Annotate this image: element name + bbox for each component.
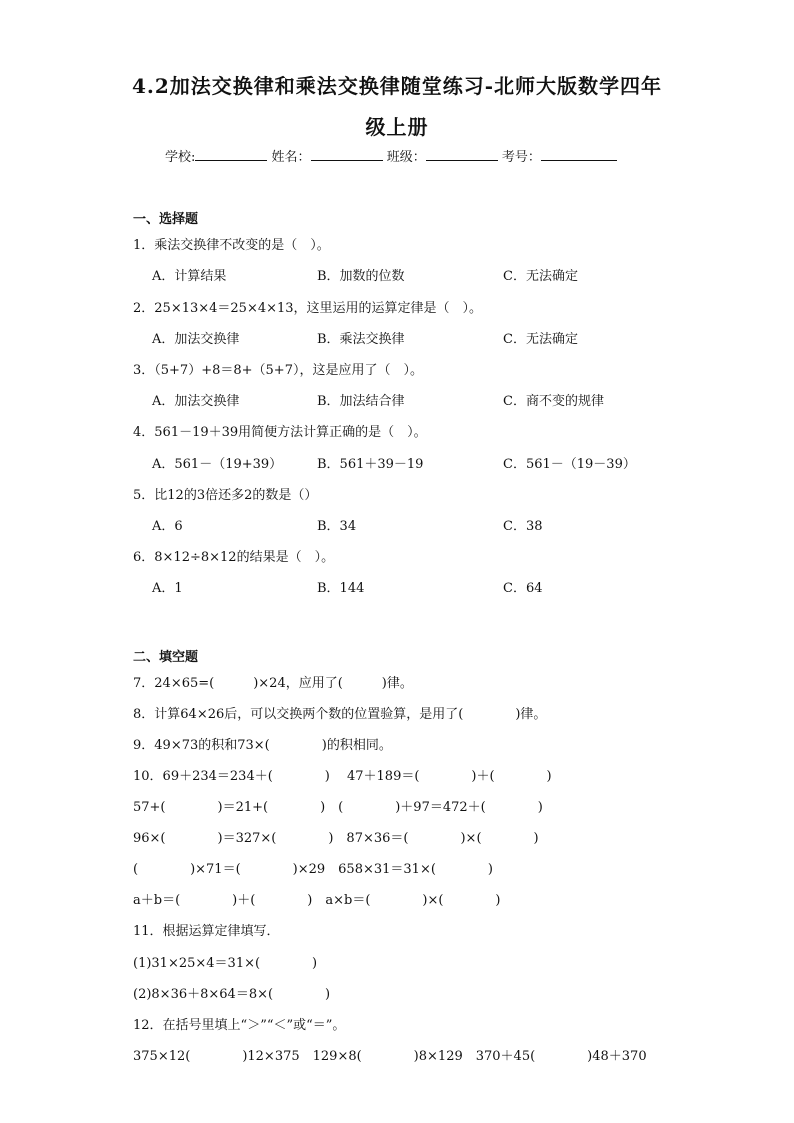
question-12-stem: 12．在括号里填上“＞”“＜”或“＝”。	[133, 1018, 346, 1033]
question-6-option-b: B．144	[317, 581, 365, 596]
question-12-comparisons: 375×12( )12×375 129×8( )8×129 370＋45( )48＋370	[133, 1049, 647, 1064]
question-8: 8．计算64×26后，可以交换两个数的位置验算，是用了( )律。	[133, 707, 547, 722]
question-2-stem: 2．25×13×4＝25×4×13，这里运用的运算定律是（ ）。	[133, 301, 483, 316]
question-4-option-a: A．561－（19+39）	[152, 457, 283, 472]
question-5-option-c: C．38	[503, 519, 543, 534]
document-title-line2: 级上册	[365, 115, 429, 139]
question-1-option-b: B．加数的位数	[317, 269, 405, 284]
question-9: 9．49×73的积和73×( )的积相同。	[133, 738, 392, 753]
question-4-option-b: B．561＋39－19	[317, 457, 424, 472]
question-4-stem: 4．561－19＋39用简便方法计算正确的是（ ）。	[133, 425, 427, 440]
section-choice-heading: 一、选择题	[133, 212, 199, 227]
question-1-option-c: C．无法确定	[503, 269, 578, 284]
question-11-part-1: (1)31×25×4＝31×( )	[133, 956, 318, 971]
question-3-stem: 3．（5+7）+8＝8+（5+7），这是应用了（ ）。	[133, 363, 423, 378]
question-6-option-c: C．64	[503, 581, 543, 596]
name-blank	[311, 148, 383, 161]
school-blank	[195, 148, 267, 161]
question-10-line-3: 96×( )＝327×( ) 87×36＝( )×( )	[133, 831, 539, 846]
question-5-stem: 5．比12的3倍还多2的数是（）	[133, 488, 318, 503]
question-3-option-c: C．商不变的规律	[503, 394, 604, 409]
question-5-option-b: B．34	[317, 519, 357, 534]
question-2-option-a: A．加法交换律	[152, 332, 240, 347]
number-label: 考号：	[501, 150, 541, 165]
question-1-option-a: A．计算结果	[152, 269, 227, 284]
question-11-stem: 11．根据运算定律填写．	[133, 924, 280, 939]
student-info-line	[165, 146, 617, 165]
question-10-line-2: 57+( )＝21+( ) ( )＋97＝472＋( )	[133, 800, 543, 815]
question-11-part-2: (2)8×36＋8×64＝8×( )	[133, 987, 331, 1002]
question-3-option-a: A．加法交换律	[152, 394, 240, 409]
question-10-line-1: 10．69＋234＝234＋( ) 47＋189＝( )＋( )	[133, 769, 552, 784]
question-5-option-a: A．6	[152, 519, 183, 534]
question-6-option-a: A．1	[152, 581, 183, 596]
section-fill-heading: 二、填空题	[133, 650, 199, 665]
question-6-stem: 6．8×12÷8×12的结果是（ ）。	[133, 550, 335, 565]
question-10-line-5: a＋b＝( )＋( ) a×b＝( )×( )	[133, 893, 501, 908]
question-10-line-4: ( )×71＝( )×29 658×31＝31×( )	[133, 862, 493, 877]
question-2-option-b: B．乘法交换律	[317, 332, 405, 347]
question-4-option-c: C．561－（19－39）	[503, 457, 636, 472]
question-7: 7．24×65=( )×24，应用了( )律。	[133, 676, 413, 691]
number-blank	[541, 148, 617, 161]
question-2-option-c: C．无法确定	[503, 332, 578, 347]
class-blank	[426, 148, 498, 161]
question-1-stem: 1．乘法交换律不改变的是（ ）。	[133, 238, 330, 253]
document-title-line1: 4.2加法交换律和乘法交换律随堂练习-北师大版数学四年	[131, 74, 663, 98]
name-label: 姓名：	[271, 150, 311, 165]
question-3-option-b: B．加法结合律	[317, 394, 405, 409]
school-label: 学校:	[165, 150, 196, 165]
class-label: 班级：	[386, 150, 426, 165]
